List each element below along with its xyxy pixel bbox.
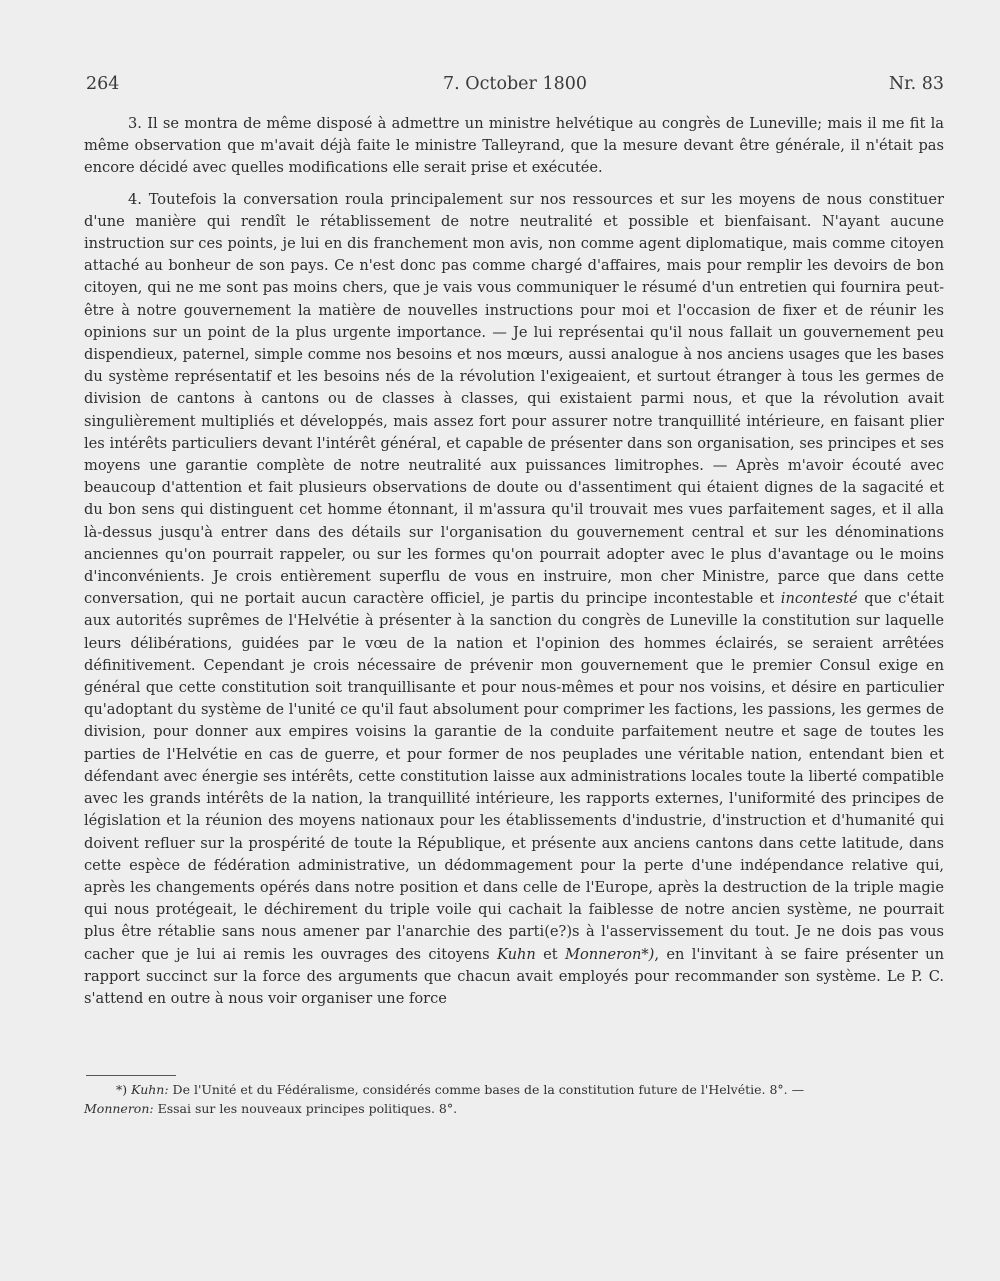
footnote — [84, 1080, 944, 1118]
footnote-author-monneron: Monneron: — [84, 1101, 154, 1116]
emphasis-kuhn: Kuhn — [497, 945, 536, 963]
footnote-work-monneron: Essai sur les nouveaux principes politiques. 8°. — [157, 1101, 458, 1116]
paragraph-3-text: 3. Il se montra de même disposé à admettre un ministre helvétique au congrès de Luneville; mais il me fit la même observation que m'avait déjà faite le ministre Talleyrand, que la mesure devant être générale, il n'était pas encore décidé avec quelles modifications elle serait prise et exécutée. — [84, 115, 944, 177]
paragraph-4-text-a: 4. Toutefois la conversation roula principalement sur nos ressources et sur les moyens de nous constituer d'une manière qui rendît le rétablissement de notre neutralité et possible et bienfaisant. N'ayant aucune instruction sur ces points, je lui en dis franchement mon avis, non comme agent diplomatique, mais comme citoyen attaché au bonheur de son pays. Ce n'est donc pas comme chargé d'affaires, mais pour remplir les devoirs de bon citoyen, qui ne me sont pas moins chers, que je vais vous communiquer le résumé d'un entretien qui fournira peut-être à notre gouvernement la matière de nouvelles instructions pour moi et l'occasion de fixer et de réunir les opinions sur un point de la plus urgente importance. — Je lui représentai qu'il nous fallait un gouvernement peu dispendieux, paternel, simple comme nos besoins et nos mœurs, aussi analogue à nos anciens usages que les bases du système représentatif et les besoins nés de la révolution l'exigeaient, et surtout étranger à tous les germes de division de cantons à cantons ou de classes à classes, qui existaient parmi nous, et que la révolution avait singulièrement multipliés et développés, mais assez fort pour assurer notre tranquillité intérieure, en faisant plier les intérêts particuliers devant l'intérêt général, et capable de présenter dans son organisation, ses principes et ses moyens une garantie complète de notre neutralité aux puissances limitrophes. — Après m'avoir écouté avec beaucoup d'attention et fait plusieurs observations de doute ou d'assentiment qui étaient dignes de la sagacité et du bon sens qui distinguent cet homme étonnant, il m'assura qu'il trouvait mes vues parfaitement sages, et il alla là-dessus jusqu'à entrer dans des détails sur l'organisation du gouvernement central et sur les dénominations anciennes qu'on pourrait rappeler, ou sur les formes qu'on pourrait adopter avec le plus d'avantage ou le moins d'inconvénients. Je crois entièrement superflu de vous en instruire, mon cher Ministre, parce que dans cette conversation, qui ne portait aucun caractère officiel, je partis du principe incontestable et — [84, 190, 944, 608]
running-header — [86, 74, 944, 100]
emphasis-inconteste: incontesté — [780, 590, 858, 608]
body-text — [84, 113, 944, 1010]
page-number: 264 — [86, 74, 120, 94]
paragraph-4-text-b: que c'était aux autorités suprêmes de l'Helvétie à présenter à la sanction du congrès de Luneville la constitution sur laquelle leurs délibérations, guidées par le vœu de la nation et l'opinion des hommes éclairés, se seraient arrêtées définitivement. Cependant je crois nécessaire de prévenir mon gouvernement que le premier Consul exige en général que cette constitution soit tranquillisante et pour nous-mêmes et pour nos voisins, et désire en particulier qu'adoptant du système de l'unité ce qu'il faut absolument pour comprimer les factions, les passions, les germes de division, pour donner aux empires voisins la garantie de la conduite parfaitement neutre et sage de toutes les parties de l'Helvétie en cas de guerre, et pour former de nos peuplades une véritable nation, entendant bien et défendant avec énergie ses intérêts, cette constitution laisse aux administrations locales toute la liberté compatible avec les grands intérêts de la nation, la tranquillité intérieure, les rapports externes, l'uniformité des principes de législation et la réunion des moyens nationaux pour les établissements d'industrie, d'instruction et d'humanité qui doivent refluer sur la prospérité de toute la République, et présente aux anciens cantons dans cette latitude, dans cette espèce de fédération administrative, un dédommagement pour la perte d'une indépendance relative qui, après les changements opérés dans notre position et dans celle de l'Europe, après la destruction de la triple magie qui nous protégeait, le déchirement du triple voile qui cachait la faiblesse de notre ancien système, ne pourrait plus être rétablie sans nous amener par l'anarchie des parti(e?)s à l'asservissement du tout. Je ne dois pas vous cacher que je lui ai remis les ouvrages des citoyens — [84, 590, 945, 963]
footnote-rule — [86, 1075, 176, 1076]
paragraph-4-text-d: , en l'invitant à se faire présenter un rapport succinct sur la force des arguments que chacun avait employés pour recommander son système. Le P. C. s'attend en outre à nous voir organiser une force — [84, 945, 944, 1007]
emphasis-monneron: Monneron*) — [565, 945, 655, 963]
header-date: 7. October 1800 — [443, 74, 587, 94]
paragraph-4-text-c: et — [543, 945, 558, 963]
footnote-text — [84, 1080, 944, 1118]
footnote-author-kuhn: Kuhn: — [131, 1082, 169, 1097]
paragraph-3 — [84, 113, 944, 180]
footnote-work-kuhn: De l'Unité et du Fédéralisme, considérés comme bases de la constitution future de l'Helvétie. 8°. — — [172, 1082, 805, 1097]
footnote-marker: *) — [116, 1082, 128, 1097]
paragraph-4 — [84, 189, 944, 1011]
document-number: Nr. 83 — [888, 74, 944, 94]
